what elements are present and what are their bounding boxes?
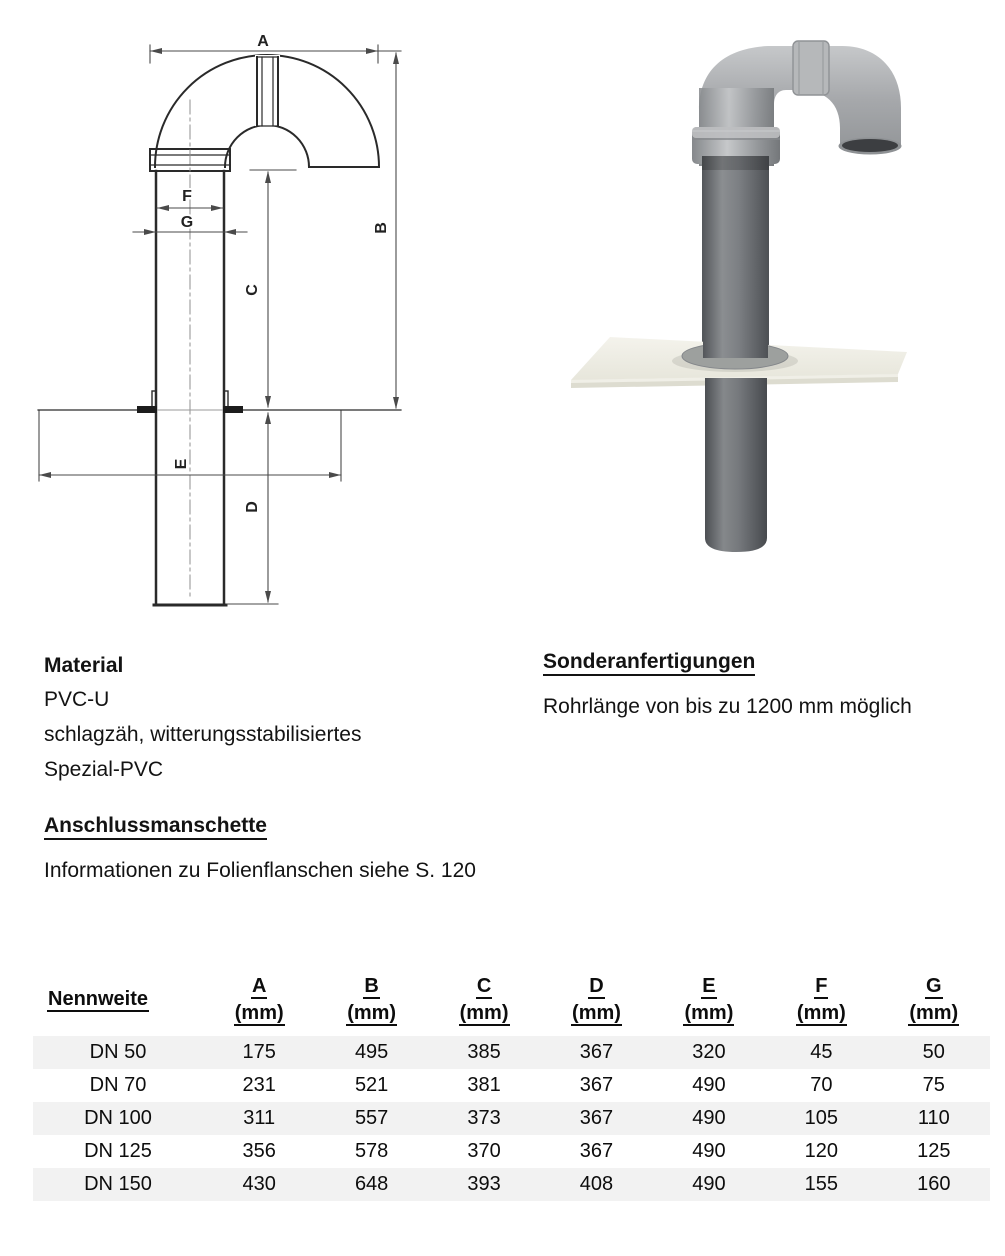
table-header-col-a bbox=[203, 975, 315, 1026]
dimension-label-e: E bbox=[173, 458, 190, 470]
table-row-dn70 bbox=[33, 1069, 990, 1102]
table-row-dn50 bbox=[33, 1036, 990, 1069]
col-unit: (mm) bbox=[459, 1001, 509, 1024]
dimension-label-b: B bbox=[373, 222, 390, 234]
cell-e: 490 bbox=[692, 1140, 726, 1162]
dimension-lines bbox=[39, 45, 401, 604]
section-anschlussmanschette bbox=[44, 808, 564, 888]
material-line: Spezial-PVC bbox=[44, 758, 164, 781]
cell-a: 231 bbox=[242, 1074, 276, 1096]
dimensions-table bbox=[33, 964, 990, 1201]
photo-pipe-shadow bbox=[702, 156, 769, 170]
cell-d: 367 bbox=[579, 1074, 614, 1096]
table-row-dn125 bbox=[33, 1135, 990, 1168]
col-unit: (mm) bbox=[234, 1001, 284, 1024]
dimension-label-a: A bbox=[257, 33, 269, 50]
cell-a: 356 bbox=[242, 1140, 276, 1162]
material-heading: Material bbox=[44, 654, 123, 672]
cell-g: 160 bbox=[917, 1173, 951, 1195]
col-unit: (mm) bbox=[909, 1001, 959, 1024]
col-letter: C bbox=[476, 974, 492, 997]
cell-f: 70 bbox=[810, 1074, 833, 1096]
cell-c: 393 bbox=[467, 1173, 501, 1195]
cell-d: 367 bbox=[579, 1107, 614, 1129]
cell-d: 367 bbox=[579, 1041, 614, 1063]
table-header-nennweite bbox=[33, 988, 149, 1012]
cell-e: 490 bbox=[692, 1107, 726, 1129]
cell-b: 521 bbox=[354, 1074, 389, 1096]
cell-name: DN 150 bbox=[84, 1173, 152, 1195]
dimension-labels bbox=[173, 33, 390, 513]
cell-g: 110 bbox=[917, 1107, 950, 1129]
dimension-label-d: D bbox=[244, 501, 261, 513]
cell-d: 367 bbox=[579, 1140, 614, 1162]
cell-name: DN 125 bbox=[84, 1140, 152, 1162]
col-unit: (mm) bbox=[347, 1001, 397, 1024]
photo-elbow-opening bbox=[839, 138, 902, 155]
cell-a: 311 bbox=[243, 1107, 276, 1129]
cell-c: 385 bbox=[467, 1041, 501, 1063]
cell-name: DN 50 bbox=[89, 1041, 147, 1063]
table-header-col-f bbox=[765, 975, 877, 1026]
table-header-col-b bbox=[315, 975, 427, 1026]
cell-e: 490 bbox=[692, 1173, 726, 1195]
cell-b: 648 bbox=[354, 1173, 389, 1195]
dimension-label-c: C bbox=[244, 284, 261, 296]
cell-b: 557 bbox=[354, 1107, 389, 1129]
cell-name: DN 70 bbox=[89, 1074, 147, 1096]
cell-b: 578 bbox=[354, 1140, 389, 1162]
col-letter: G bbox=[926, 974, 942, 997]
anschlussmanschette-body: Informationen zu Folienflanschen siehe S. 120 bbox=[44, 859, 476, 882]
technical-drawing bbox=[38, 33, 401, 605]
col-letter: D bbox=[589, 974, 604, 997]
col-letter: B bbox=[364, 974, 379, 997]
col-unit: (mm) bbox=[796, 1001, 846, 1024]
sonderanfertigungen-heading: Sonderanfertigungen bbox=[543, 650, 755, 676]
cell-e: 490 bbox=[692, 1074, 726, 1096]
col-letter: F bbox=[815, 974, 828, 997]
cell-c: 381 bbox=[467, 1074, 501, 1096]
cell-d: 408 bbox=[579, 1173, 614, 1195]
col-unit: (mm) bbox=[572, 1001, 621, 1024]
cell-g: 125 bbox=[917, 1140, 951, 1162]
cell-f: 120 bbox=[804, 1140, 839, 1162]
table-header-col-c bbox=[428, 975, 540, 1026]
table-header-col-g bbox=[878, 975, 990, 1026]
table-header-row bbox=[33, 964, 990, 1036]
material-body bbox=[44, 682, 514, 787]
cell-g: 50 bbox=[922, 1041, 945, 1063]
sonderanfertigungen-body: Rohrlänge von bis zu 1200 mm möglich bbox=[543, 695, 912, 718]
material-line: schlagzäh, witterungsstabilisiertes bbox=[44, 723, 362, 746]
table-row-dn100 bbox=[33, 1102, 990, 1135]
cell-a: 175 bbox=[242, 1041, 276, 1063]
col-letter: A bbox=[251, 974, 267, 997]
photo-flange-plate bbox=[571, 300, 907, 388]
cell-name: DN 100 bbox=[84, 1107, 152, 1129]
cell-b: 495 bbox=[354, 1041, 389, 1063]
flange bbox=[38, 406, 401, 413]
anschlussmanschette-heading: Anschlussmanschette bbox=[44, 814, 267, 840]
cell-f: 45 bbox=[810, 1041, 833, 1063]
material-line: PVC-U bbox=[44, 688, 110, 711]
table-row-dn150 bbox=[33, 1168, 990, 1201]
dimension-label-g: G bbox=[180, 214, 194, 231]
coupling-sleeve bbox=[255, 55, 280, 126]
cell-g: 75 bbox=[922, 1074, 945, 1096]
product-photo bbox=[571, 41, 907, 552]
bend-inner-arc bbox=[225, 125, 309, 167]
table-header-col-d bbox=[540, 975, 652, 1026]
cell-f: 105 bbox=[804, 1107, 839, 1129]
col-letter: E bbox=[702, 974, 716, 997]
cell-c: 373 bbox=[467, 1107, 501, 1129]
material-heading-wrap bbox=[44, 648, 514, 672]
cell-f: 155 bbox=[804, 1173, 839, 1195]
cell-c: 370 bbox=[467, 1140, 501, 1162]
photo-pipe-lower bbox=[705, 378, 767, 552]
cell-a: 430 bbox=[242, 1173, 276, 1195]
nennweite-label: Nennweite bbox=[48, 988, 149, 1010]
dimension-label-f: F bbox=[182, 188, 192, 205]
photo-coupling-ring bbox=[793, 41, 829, 95]
table-header-col-e bbox=[653, 975, 765, 1026]
col-unit: (mm) bbox=[684, 1001, 734, 1024]
cell-e: 320 bbox=[692, 1041, 726, 1063]
section-material bbox=[44, 648, 514, 787]
section-sonderanfertigungen bbox=[543, 644, 993, 724]
